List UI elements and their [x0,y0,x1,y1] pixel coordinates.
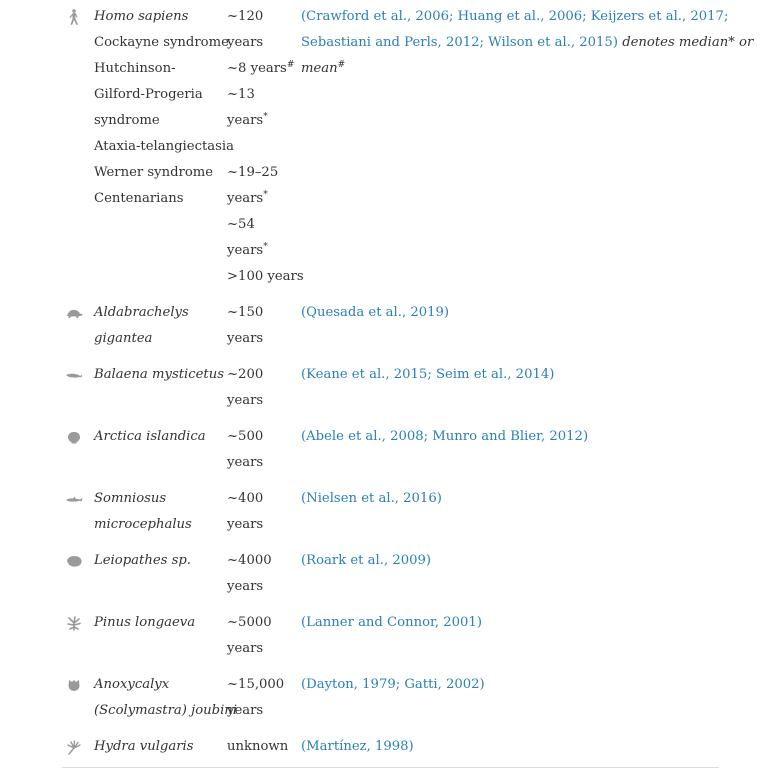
lifespan-text: years [227,579,264,594]
reference-link[interactable]: Martínez, 1998 [306,739,409,754]
reference-link[interactable]: Keijzers et al., 2017 [590,9,724,24]
lifespan-value [227,56,301,82]
lifespan-text: ~8 years [227,61,287,76]
reference-cell [301,4,753,290]
reference-line [301,672,719,698]
species-cell [94,4,234,290]
species-cell [94,734,227,760]
lifespan-cell [227,424,301,476]
icon-cell [62,4,94,290]
reference-link[interactable]: Munro and Blier, 2012 [432,429,583,444]
footnote-text: denotes median* or [622,35,754,50]
species-name: Somniosus [94,491,167,506]
reference-link[interactable]: Abele et al., 2008 [306,429,424,444]
lifespan-cell [227,362,301,414]
table-row [62,734,719,760]
reference-separator: ( [301,305,307,320]
reference-cell [301,424,719,476]
reference-link[interactable]: Nielsen et al., 2016 [306,491,437,506]
tortoise-icon [65,305,83,321]
species-name: Hutchinson- [94,61,176,76]
table-bottom-rule [62,767,719,768]
reference-separator: ; [427,367,436,382]
icon-cell [62,362,94,414]
lifespan-value [227,326,301,352]
reference-separator: ) [479,677,485,692]
lifespan-text: years [227,517,264,532]
lifespan-cell [227,672,301,724]
reference-separator: ) [408,739,414,754]
lifespan-text: ~200 [227,367,264,382]
lifespan-value [227,186,301,212]
reference-separator: ( [301,429,307,444]
table-row [62,486,719,538]
lifespan-value [227,698,301,724]
icon-cell [62,672,94,724]
reference-separator: ( [301,553,307,568]
reference-separator: ) [436,491,442,506]
species-cell [94,672,238,724]
lifespan-value [227,30,301,56]
lifespan-text: ~5000 [227,615,272,630]
reference-line [301,424,719,450]
lifespan-cell [227,486,301,538]
reference-link[interactable]: Quesada et al., 2019 [306,305,444,320]
human-figure-icon [65,9,83,25]
reference-line [301,300,719,326]
table-row [62,424,719,476]
reference-link[interactable]: Crawford et al., 2006 [306,9,449,24]
lifespan-value [227,610,301,636]
icon-cell [62,610,94,662]
species-name: Werner syndrome [94,165,214,180]
reference-cell [301,486,719,538]
lifespan-value [227,4,301,30]
lifespan-text: ~54 [227,217,255,232]
lifespan-value [227,82,301,108]
species-name: (Scolymastra) joubini [94,703,238,718]
reference-line [301,30,753,56]
reference-line [301,4,753,30]
reference-separator: ( [301,739,307,754]
reference-cell [301,362,719,414]
reference-link[interactable]: Dayton, 1979 [306,677,396,692]
icon-cell [62,424,94,476]
species-name: Gilford-Progeria [94,87,203,102]
reference-link[interactable]: Keane et al., 2015 [306,367,428,382]
reference-separator: ( [301,677,307,692]
species-name: Balaena mysticetus [94,367,224,382]
reference-separator: ( [301,9,307,24]
reference-cell [301,300,719,352]
reference-line [301,362,719,388]
reference-separator: ) [443,305,450,320]
reference-line [301,734,719,760]
species-name: Homo sapiens [94,9,189,24]
coral-icon [65,553,83,569]
reference-separator: ; [395,677,405,692]
clam-icon [65,429,83,445]
reference-separator: ) [549,367,555,382]
species-name: Anoxycalyx [94,677,170,692]
lifespan-value [227,574,301,600]
reference-separator: ; [448,9,454,24]
footnote-mark: # [337,60,346,70]
reference-link[interactable]: Huang et al., 2006 [457,9,583,24]
lifespan-text: ~120 [227,9,264,24]
species-lifespan-table [62,4,754,760]
lifespan-text: ~150 [227,305,264,320]
species-cell [94,486,227,538]
table-row [62,4,754,290]
sponge-icon [65,677,83,693]
lifespan-cell [227,610,301,662]
lifespan-value [227,636,301,662]
table-row [62,548,719,600]
reference-separator: ) [582,429,589,444]
pine-tree-icon [65,615,83,631]
table-row [62,672,719,724]
reference-line [301,486,719,512]
lifespan-mark: # [286,60,295,70]
lifespan-cell [227,300,301,352]
reference-separator: ) [612,35,618,50]
lifespan-mark: * [263,112,268,122]
lifespan-text: years [227,331,264,346]
lifespan-value [227,362,301,388]
reference-separator: ) [425,553,432,568]
lifespan-cell [227,548,301,600]
lifespan-text: ~400 [227,491,264,506]
reference-separator: ( [301,367,307,382]
reference-link[interactable]: Roark et al., 2009 [306,553,426,568]
species-name: Centenarians [94,191,184,206]
reference-separator: ; [479,35,489,50]
table-row [62,610,719,662]
reference-line [301,56,753,82]
reference-link[interactable]: Seim et al., 2014 [435,367,550,382]
reference-cell [301,548,719,600]
lifespan-value [227,300,301,326]
species-name: microcephalus [94,517,192,532]
lifespan-text: years [227,35,264,50]
reference-link[interactable]: Lanner and Connor, 2001 [306,615,477,630]
lifespan-value [227,264,304,290]
reference-separator: ( [301,615,307,630]
reference-cell [301,610,719,662]
table-row [62,362,719,414]
reference-separator: ; [423,429,433,444]
species-name: Ataxia-telangiectasia [94,139,234,154]
species-cell [94,548,227,600]
lifespan-cell [227,4,304,290]
lifespan-value [227,486,301,512]
reference-line [301,610,719,636]
lifespan-value [227,238,301,264]
reference-separator: ; [723,9,729,24]
lifespan-value [227,450,301,476]
species-cell [94,424,227,476]
species-cell [94,300,227,352]
reference-link[interactable]: Wilson et al., 2015 [488,35,613,50]
lifespan-text: >100 years [227,269,304,284]
hydra-icon [65,739,83,755]
icon-cell [62,734,94,760]
lifespan-text: ~13 [227,87,255,102]
lifespan-value [227,108,301,134]
lifespan-mark: * [263,242,268,252]
lifespan-value [227,160,301,186]
icon-cell [62,486,94,538]
reference-cell [301,672,719,724]
lifespan-value [227,734,301,760]
species-name: Arctica islandica [94,429,206,444]
lifespan-value [227,424,301,450]
species-name: Cockayne syndrome [94,35,229,50]
lifespan-cell [227,734,301,760]
reference-separator: ) [476,615,482,630]
icon-cell [62,548,94,600]
lifespan-text: years [227,641,264,656]
reference-cell [301,734,719,760]
species-name: Leiopathes sp. [94,553,191,568]
lifespan-text: ~500 [227,429,264,444]
lifespan-text: years [227,455,264,470]
reference-link[interactable]: Gatti, 2002 [404,677,480,692]
reference-link[interactable]: Sebastiani and Perls, 2012 [301,35,480,50]
whale-icon [65,367,83,383]
species-name: syndrome [94,113,160,128]
lifespan-text: years [227,393,264,408]
lifespan-text: years [227,191,264,206]
lifespan-text: ~19–25 [227,165,279,180]
footnote-text: mean [301,61,338,76]
lifespan-mark: * [263,190,268,200]
lifespan-value [227,134,301,160]
species-name: Hydra vulgaris [94,739,194,754]
lifespan-text: unknown [227,739,289,754]
species-name: gigantea [94,331,153,346]
table-row [62,300,719,352]
lifespan-value [227,212,301,238]
reference-separator: ; [582,9,587,24]
species-name: Aldabrachelys [94,305,189,320]
lifespan-value [227,548,301,574]
lifespan-value [227,672,301,698]
lifespan-text: years [227,243,264,258]
lifespan-text: ~4000 [227,553,272,568]
species-name: Pinus longaeva [94,615,196,630]
shark-icon [65,491,83,507]
species-cell [94,362,227,414]
lifespan-text: ~15,000 [227,677,285,692]
reference-line [301,548,719,574]
lifespan-text: years [227,703,264,718]
reference-separator: ( [301,491,307,506]
icon-cell [62,300,94,352]
species-cell [94,610,227,662]
lifespan-text: years [227,113,264,128]
lifespan-value [227,512,301,538]
lifespan-value [227,388,301,414]
